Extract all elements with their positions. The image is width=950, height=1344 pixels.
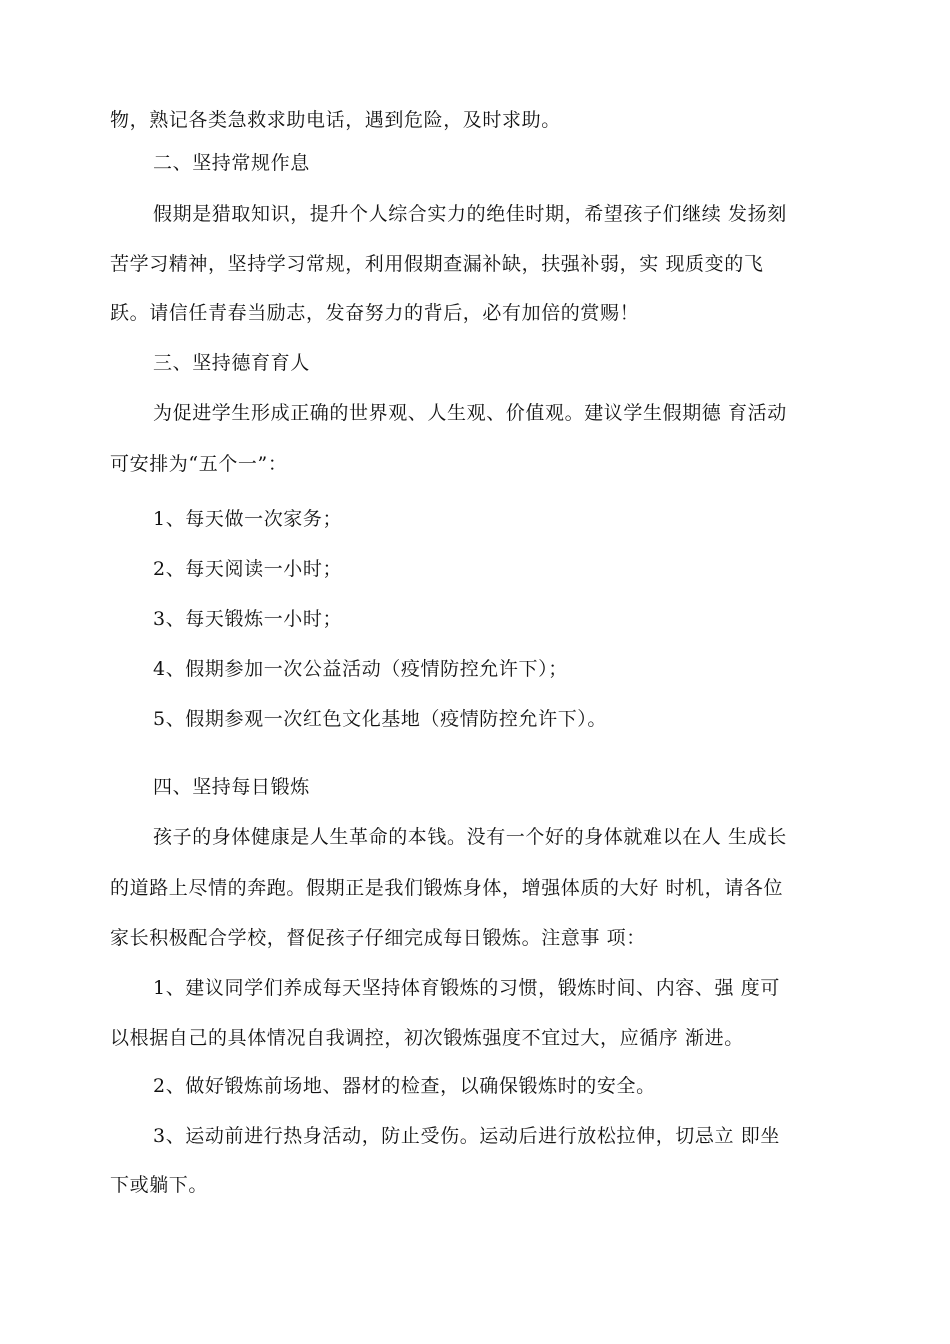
text-line: 家长积极配合学校，督促孩子仔细完成每日锻炼。注意事 项： <box>110 927 646 949</box>
list-item: 1、每天做一次家务； <box>153 508 343 530</box>
list-item: 2、做好锻炼前场地、器材的检查，以确保锻炼时的安全。 <box>153 1075 656 1097</box>
list-item: 1、建议同学们养成每天坚持体育锻炼的习惯，锻炼时间、内容、强 度可 <box>153 977 780 999</box>
text-line: 苦学习精神，坚持学习常规，利用假期查漏补缺，扶强补弱，实 现质变的飞 <box>110 253 764 275</box>
section-heading: 三、坚持德育育人 <box>153 352 310 374</box>
text-line: 假期是猎取知识，提升个人综合实力的绝佳时期，希望孩子们继续 发扬刻 <box>153 203 787 225</box>
text-line: 为促进学生形成正确的世界观、人生观、价值观。建议学生假期德 育活动 <box>153 402 787 424</box>
text-line: 下或躺下。 <box>110 1174 209 1196</box>
text-line: 的道路上尽情的奔跑。假期正是我们锻炼身体，增强体质的大好 时机，请各位 <box>110 877 784 899</box>
text-line: 跃。请信任青春当励志，发奋努力的背后，必有加倍的赏赐！ <box>110 302 640 324</box>
text-line: 以根据自己的具体情况自我调控，初次锻炼强度不宜过大，应循序 渐进。 <box>110 1027 744 1049</box>
list-item: 3、运动前进行热身活动，防止受伤。运动后进行放松拉伸，切忌立 即坐 <box>153 1125 780 1147</box>
list-item: 4、假期参加一次公益活动（疫情防控允许下）； <box>153 658 568 680</box>
list-item: 3、每天锻炼一小时； <box>153 608 343 630</box>
list-item: 2、每天阅读一小时； <box>153 558 343 580</box>
section-heading: 二、坚持常规作息 <box>153 152 310 174</box>
text-line: 物，熟记各类急救求助电话，遇到危险，及时求助。 <box>110 109 561 131</box>
section-heading: 四、坚持每日锻炼 <box>153 776 310 798</box>
list-item: 5、假期参观一次红色文化基地（疫情防控允许下）。 <box>153 708 607 730</box>
text-line: 孩子的身体健康是人生革命的本钱。没有一个好的身体就难以在人 生成长 <box>153 826 787 848</box>
text-line: 可安排为“五个一”： <box>110 453 288 475</box>
